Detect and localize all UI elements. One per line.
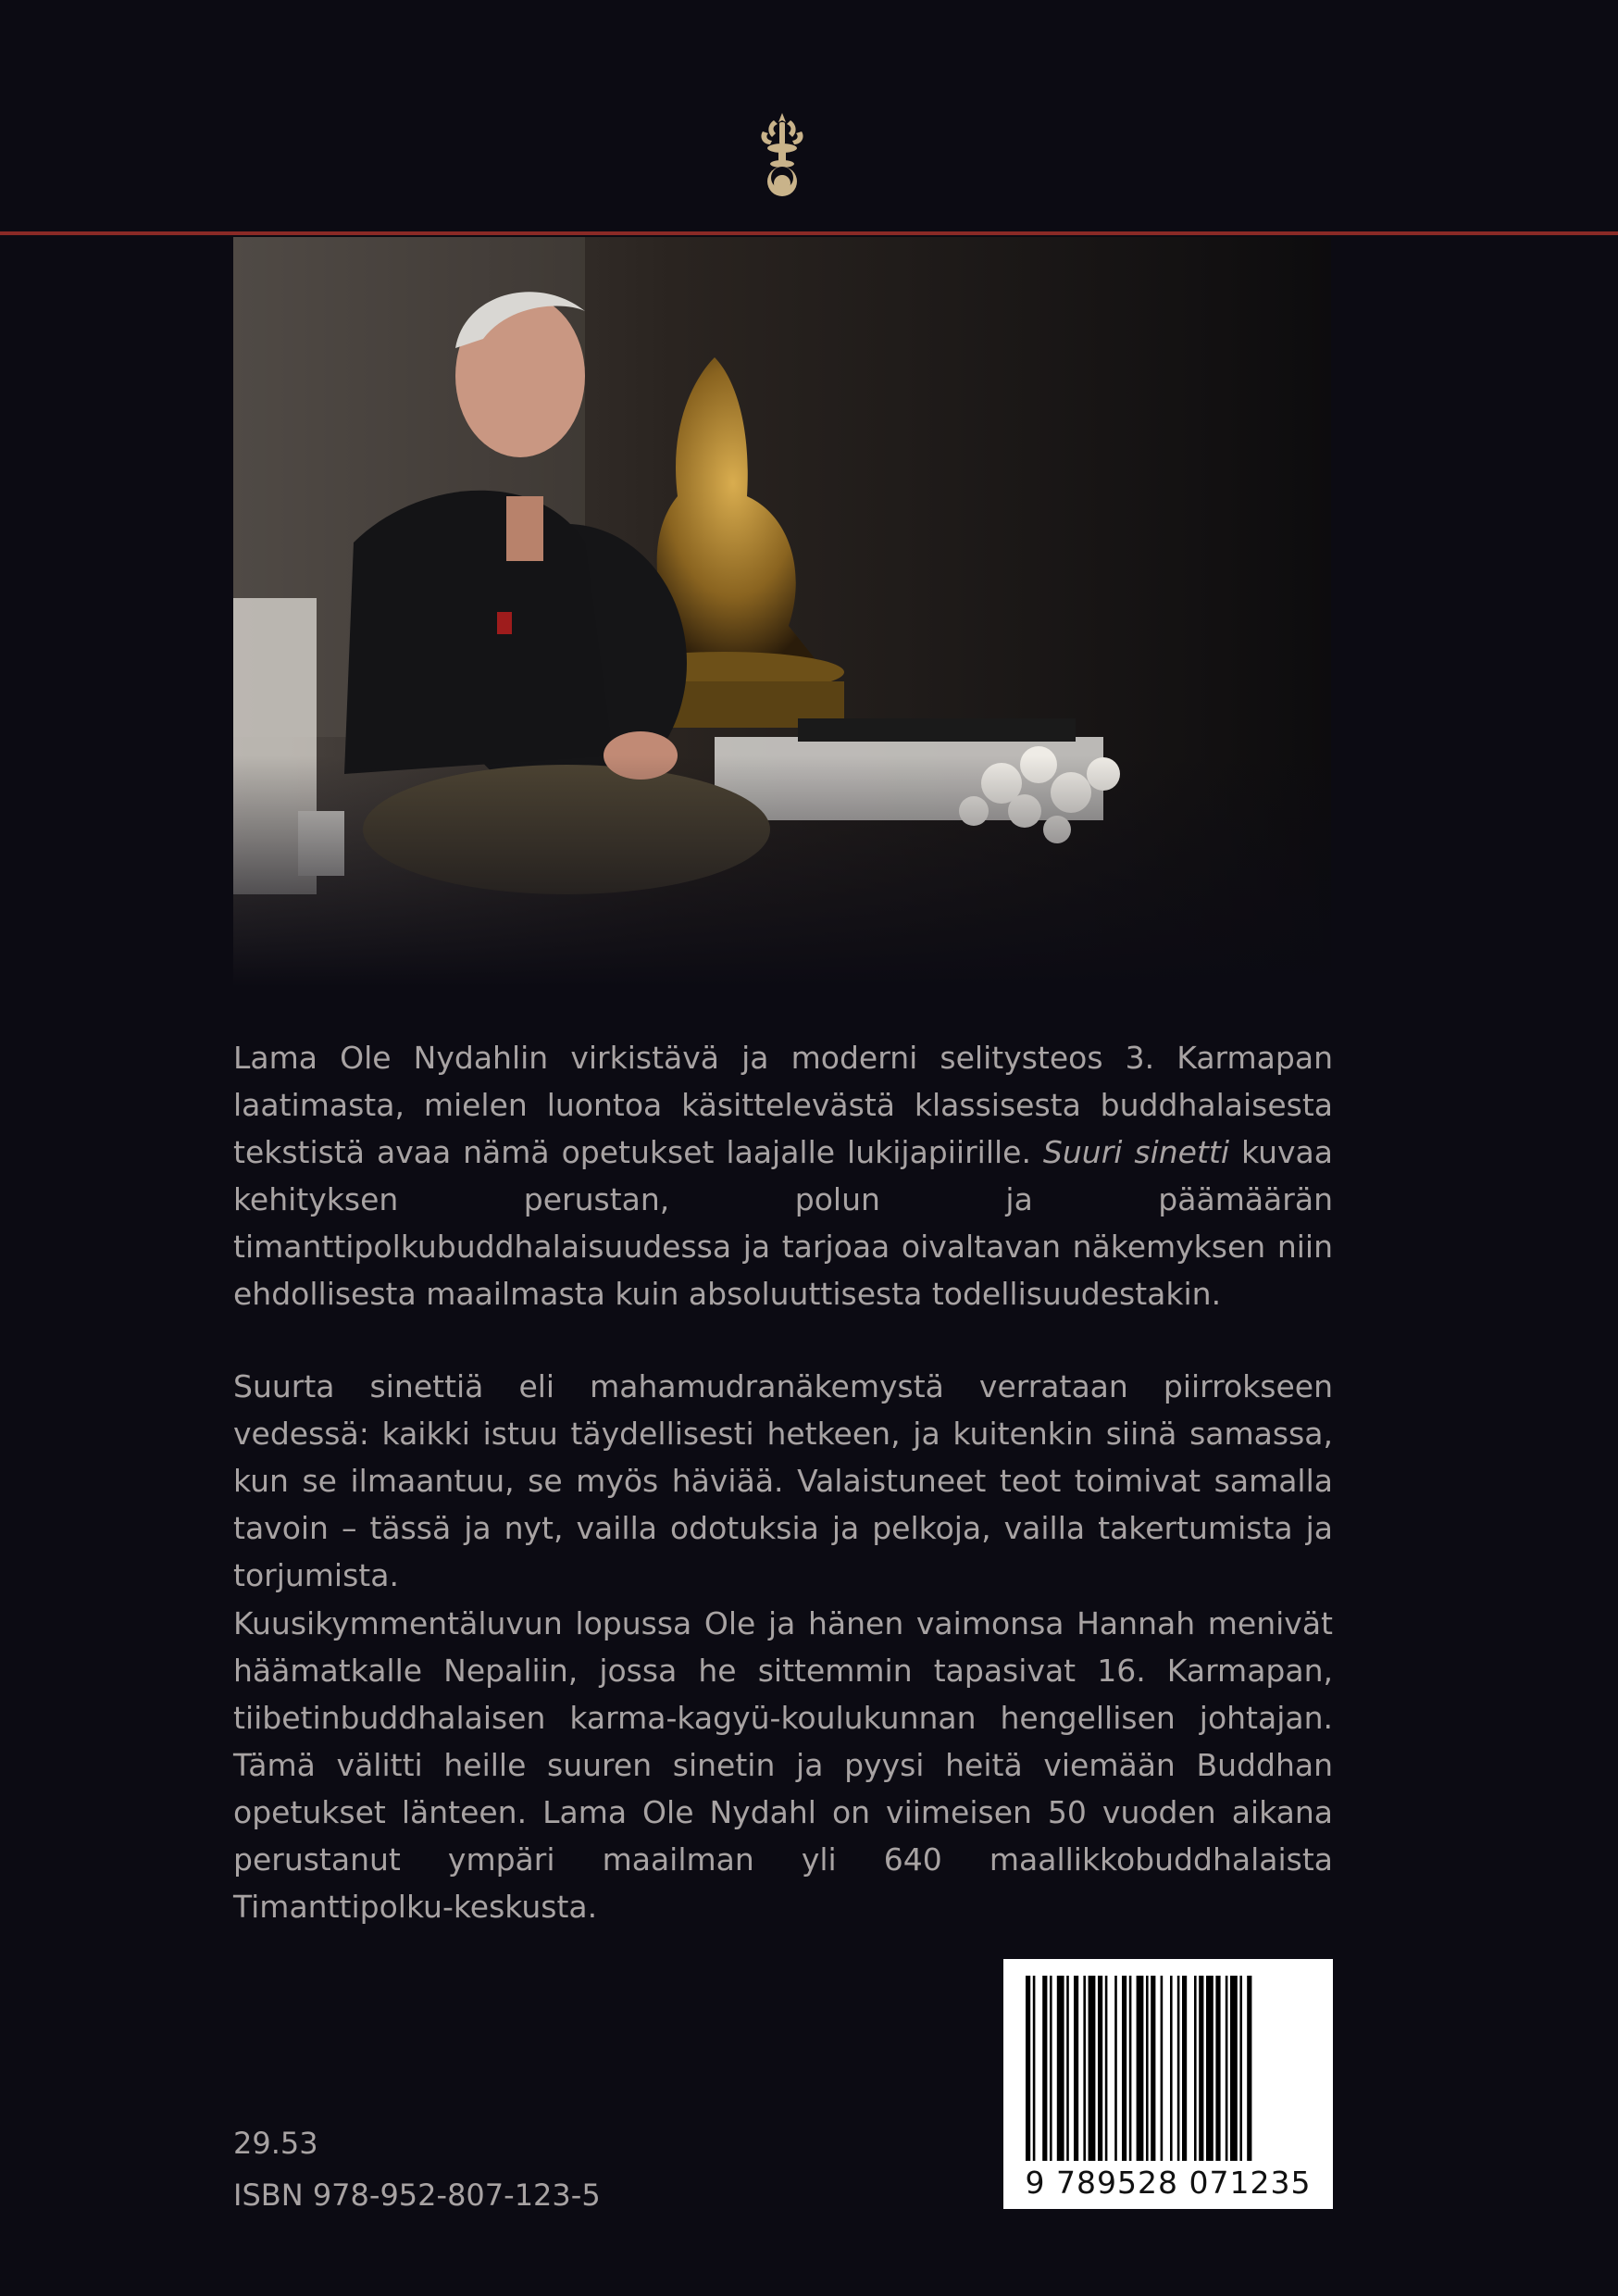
- book-title-italic: Suuri sinetti: [1042, 1134, 1230, 1170]
- description-paragraph-3: Kuusikymmentäluvun lopussa Ole ja hänen vaimonsa Hannah menivät häämatkalle Nepaliin, jossa he sittemmin tapasivat 16. Karmapan, tiibetinbuddhalaisen karma-kagyü-koulukunnan hengellisen johtajan. Tämä välitti heille suuren sinetin ja pyysi heitä viemään Buddhan opetukset länteen. Lama Ole Nydahl on viimeisen 50 vuoden aikana perustanut ympäri maailman yli 640 maallikkobuddhalaista Timanttipolku-keskusta.: [233, 1605, 1333, 1925]
- barcode-number: 9 789528 071235: [1025, 2165, 1312, 2201]
- photo-illustration: [233, 237, 1331, 987]
- isbn-number: ISBN 978-952-807-123-5: [233, 2177, 601, 2213]
- barcode: [1003, 1959, 1333, 2209]
- red-divider-line: [0, 231, 1618, 235]
- dorje-emblem-icon: [753, 111, 811, 204]
- barcode-bars: [1022, 1976, 1314, 2165]
- description-paragraph-1: Lama Ole Nydahlin virkistävä ja moderni selitysteos 3. Karmapan laatimasta, mielen luontoa käsittelevästä klassisesta buddhalaisesta tekstistä avaa nämä opetukset laajalle lukijapiirille. Suuri sinetti kuvaa kehityksen perustan, polun ja päämäärän timanttipolkubuddhalaisuudessa ja tarjoaa oivaltavan näkemyksen niin ehdollisesta maailmasta kuin absoluuttisesta todellisuudestakin.: [233, 1040, 1333, 1312]
- price-code: 29.53: [233, 2126, 318, 2161]
- cover-photo: [233, 237, 1331, 987]
- description-paragraph-2: Suurta sinettiä eli mahamudranäkemystä verrataan piirrokseen vedessä: kaikki istuu täydellisesti hetkeen, ja kuitenkin siinä samassa, kun se ilmaantuu, se myös häviää. Valaistuneet teot toimivat samalla tavoin – tässä ja nyt, vailla odotuksia ja pelkoja, vailla takertumista ja torjumista.: [233, 1368, 1333, 1593]
